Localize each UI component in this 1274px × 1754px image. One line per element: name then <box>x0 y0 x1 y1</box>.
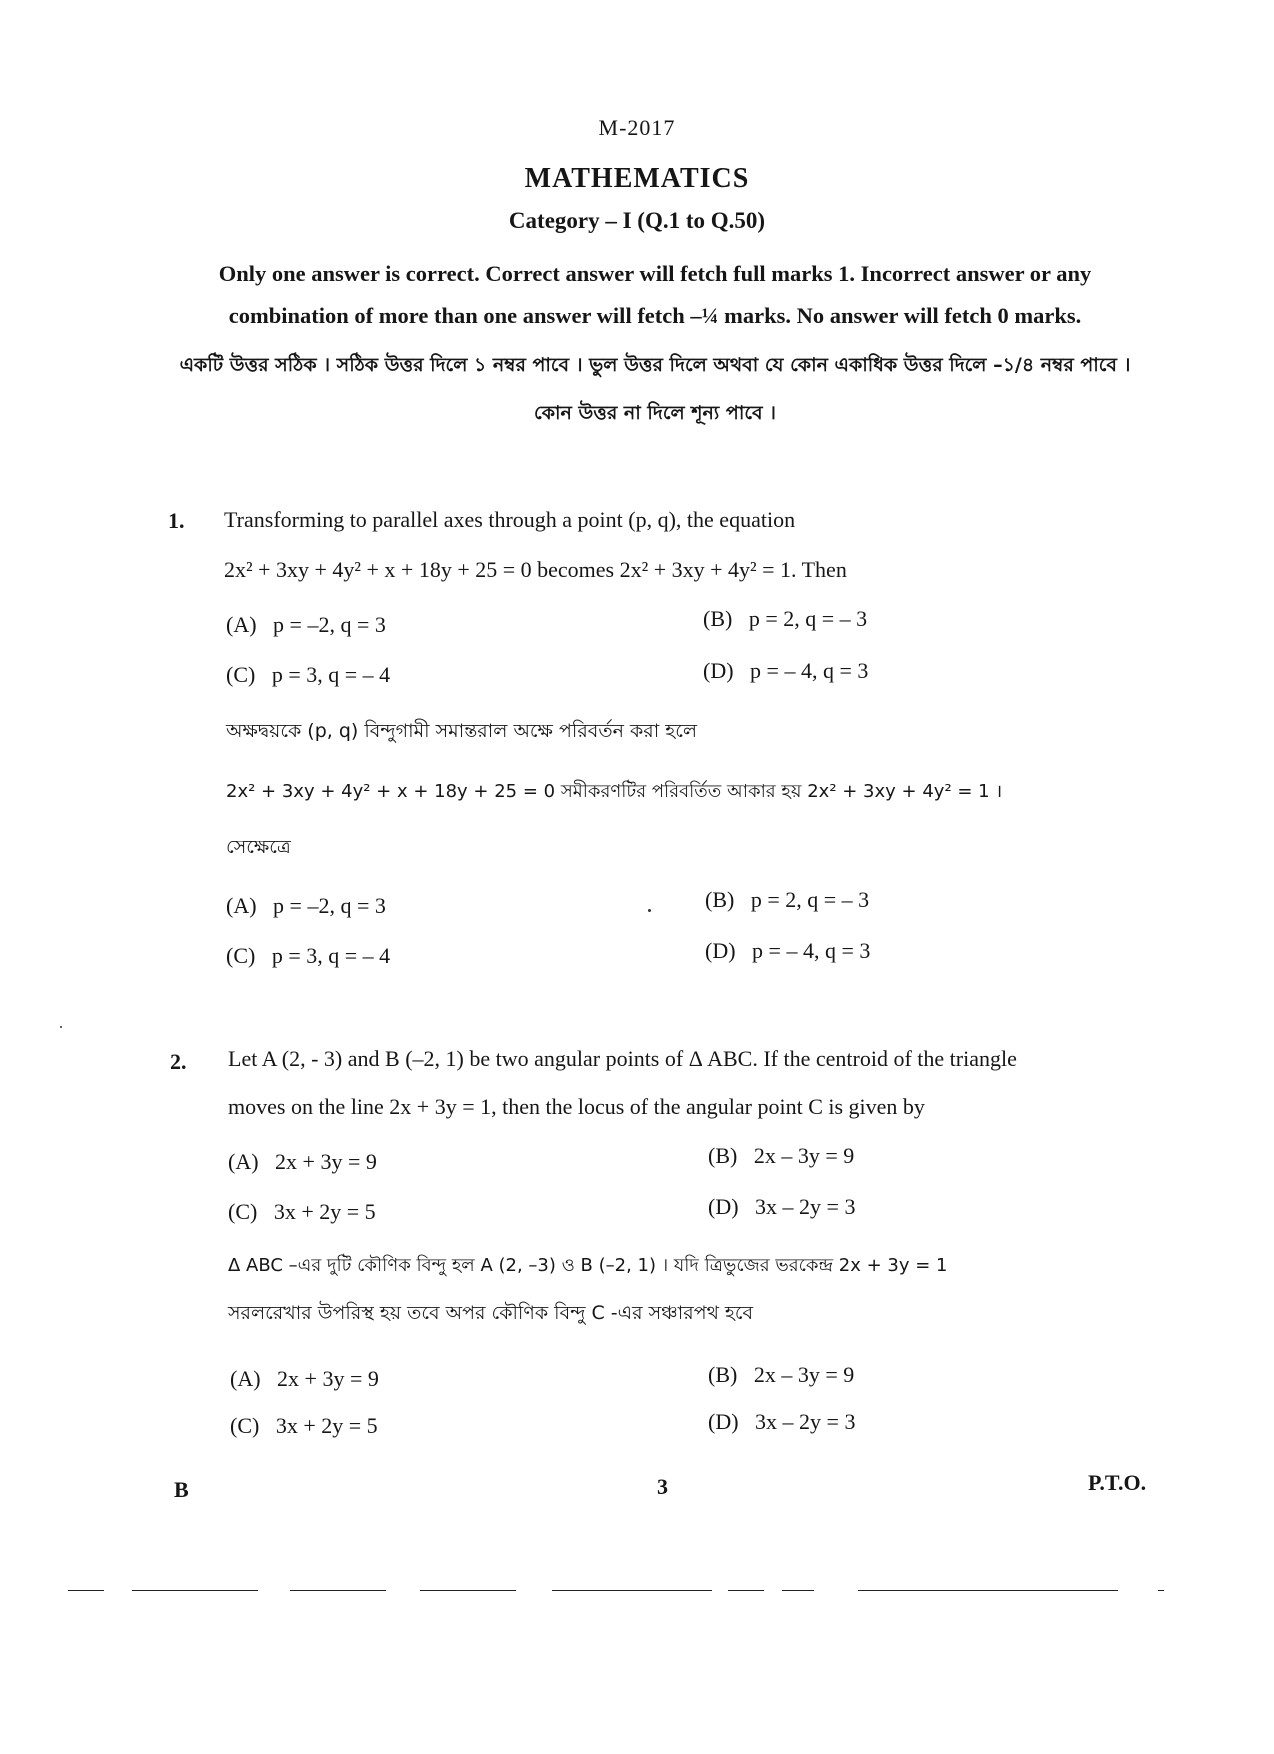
option-text: p = –2, q = 3 <box>273 893 386 918</box>
q1-bn-option-b <box>705 887 869 913</box>
q2-bn-option-c <box>230 1413 378 1439</box>
q1-bn-option-a <box>226 893 386 919</box>
please-turn-over: P.T.O. <box>1088 1470 1147 1495</box>
option-label: (A) <box>228 1149 259 1174</box>
option-text: 2x – 3y = 9 <box>753 1362 855 1387</box>
question-2-text-line1: Let A (2, - 3) and B (–2, 1) be two angular points of Δ ABC. If the centroid of the triangle <box>228 1046 1017 1071</box>
option-label: (C) <box>226 943 256 968</box>
scan-rule-segment <box>68 1590 104 1591</box>
question-2-text-line2: moves on the line 2x + 3y = 1, then the locus of the angular point C is given by <box>228 1094 925 1119</box>
question-1-text-line2: 2x² + 3xy + 4y² + x + 18y + 25 = 0 becomes 2x² + 3xy + 4y² = 1. Then <box>224 557 847 582</box>
scan-rule-segment <box>858 1590 1118 1591</box>
option-label: (B) <box>703 606 733 631</box>
option-label: (B) <box>705 887 735 912</box>
option-label: (D) <box>708 1194 739 1219</box>
option-label: (D) <box>705 938 736 963</box>
instructions-english: Only one answer is correct. Correct answer will fetch full marks 1. Incorrect answer or any combination of more than one answer will fetch –¼ marks. No answer will fetch 0 marks. <box>218 261 1092 328</box>
option-label: (C) <box>226 662 256 687</box>
scan-rule-segment <box>132 1590 258 1591</box>
option-text: p = 3, q = – 4 <box>271 943 391 968</box>
q2-bn-option-d <box>708 1409 855 1435</box>
question-1-text-line1: Transforming to parallel axes through a point (p, q), the equation <box>224 507 796 532</box>
option-label: (D) <box>708 1409 739 1434</box>
question-1-bengali-line3: সেক্ষেত্রে <box>226 836 291 858</box>
scan-rule-segment <box>290 1590 386 1591</box>
q2-option-a <box>228 1149 377 1175</box>
subject-title: MATHEMATICS <box>524 163 750 194</box>
scan-rule-segment <box>728 1590 764 1591</box>
scan-rule-segment <box>420 1590 516 1591</box>
instructions-bengali: একটি উত্তর সঠিক । সঠিক উত্তর দিলে ১ নম্বর পাবে । ভুল উত্তর দিলে অথবা যে কোন একাধিক উত্তর দিলে –১/৪ নম্বর পাবে । কোন উত্তর না দিলে শূন্য পাবে । <box>179 354 1131 424</box>
q2-option-b <box>708 1143 854 1169</box>
question-2-number: 2. <box>170 1049 187 1074</box>
paper-code: M-2017 <box>598 115 676 140</box>
question-1-bengali-line2: 2x² + 3xy + 4y² + x + 18y + 25 = 0 সমীকরণটির পরিবর্তিত আকার হয় 2x² + 3xy + 4y² = 1 । <box>226 781 1003 802</box>
option-label: (B) <box>708 1362 738 1387</box>
option-text: 3x – 2y = 3 <box>755 1409 856 1434</box>
option-text: 3x + 2y = 5 <box>275 1413 378 1438</box>
question-1-number: 1. <box>168 508 185 533</box>
option-label: (A) <box>226 612 257 637</box>
q1-bn-option-c <box>226 943 390 969</box>
scan-rule-segment <box>1158 1590 1164 1591</box>
option-text: p = 2, q = – 3 <box>750 887 870 912</box>
q1-bn-option-d <box>705 938 870 964</box>
option-label: (B) <box>708 1143 738 1168</box>
option-text: 3x + 2y = 5 <box>273 1199 376 1224</box>
option-text: p = – 4, q = 3 <box>752 938 871 963</box>
q1-option-b <box>703 606 867 632</box>
question-2-bengali-line2: সরলরেখার উপরিস্থ হয় তবে অপর কৌণিক বিন্দু C -এর সঞ্চারপথ হবে <box>228 1302 754 1324</box>
page-number: 3 <box>657 1474 668 1499</box>
option-label: (C) <box>228 1199 258 1224</box>
option-label: (A) <box>226 893 257 918</box>
option-text: 2x + 3y = 9 <box>277 1366 379 1391</box>
q2-option-d <box>708 1194 855 1220</box>
option-label: (C) <box>230 1413 260 1438</box>
q1-option-c <box>226 662 390 688</box>
option-text: p = –2, q = 3 <box>273 612 386 637</box>
option-label: (A) <box>230 1366 261 1391</box>
q1-option-d <box>703 658 868 684</box>
q2-bn-option-a <box>230 1366 379 1392</box>
category-heading: Category – I (Q.1 to Q.50) <box>508 208 766 233</box>
q1-option-a <box>226 612 386 638</box>
scan-speck <box>60 1026 62 1028</box>
q2-bn-option-b <box>708 1362 854 1388</box>
option-text: p = – 4, q = 3 <box>750 658 869 683</box>
option-text: 3x – 2y = 3 <box>755 1194 856 1219</box>
scan-rule-segment <box>782 1590 814 1591</box>
option-text: p = 3, q = – 4 <box>271 662 391 687</box>
option-text: p = 2, q = – 3 <box>748 606 868 631</box>
booklet-series: B <box>174 1477 189 1502</box>
option-text: 2x – 3y = 9 <box>753 1143 855 1168</box>
question-1-bengali-line1: অক্ষদ্বয়কে (p, q) বিন্দুগামী সমান্তরাল অক্ষে পরিবর্তন করা হলে <box>226 720 698 742</box>
stray-mark <box>648 909 651 912</box>
q2-option-c <box>228 1199 376 1225</box>
option-label: (D) <box>703 658 734 683</box>
question-2-bengali-line1: Δ ABC –এর দুটি কৌণিক বিন্দু হল A (2, –3) ও B (–2, 1) । যদি ত্রিভুজের ভরকেন্দ্র 2x + 3y = 1 <box>228 1255 948 1276</box>
option-text: 2x + 3y = 9 <box>275 1149 377 1174</box>
scan-rule-segment <box>552 1590 712 1591</box>
